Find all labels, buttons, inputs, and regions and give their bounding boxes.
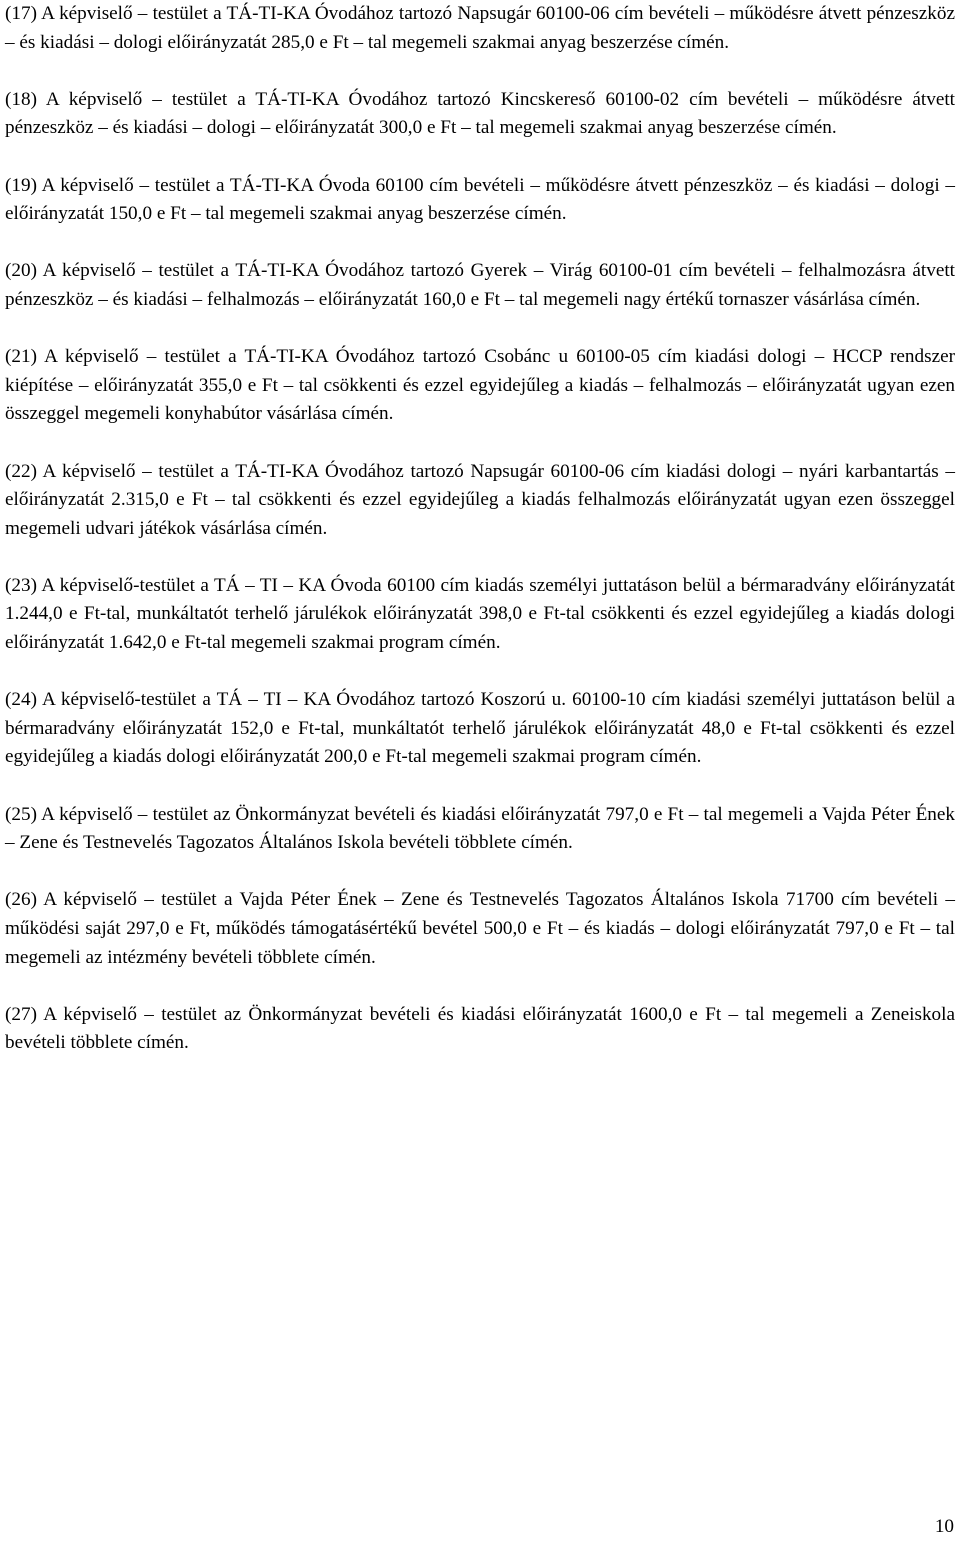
paragraph-22: (22) A képviselő – testület a TÁ-TI-KA Óvodához tartozó Napsugár 60100-06 cím kiadási dologi – nyári karbantartás – előirányzatát 2.315,0 e Ft – tal csökkenti és ezzel egyidejűleg a kiadás felhalmozás előirányzatát ugyan ezen összeggel megemeli udvari játékok vásárlása címén.	[5, 460, 955, 539]
paragraph-27: (27) A képviselő – testület az Önkormányzat bevételi és kiadási előirányzatát 1600,0 e Ft – tal megemeli a Zeneiskola bevételi többlete címén.	[5, 1003, 955, 1054]
page-number: 10	[934, 1516, 954, 1537]
paragraph-21: (21) A képviselő – testület a TÁ-TI-KA Óvodához tartozó Csobánc u 60100-05 cím kiadási dologi – HCCP rendszer kiépítése – előirányzatát 355,0 e Ft – tal csökkenti és ezzel egyidejűleg a kiadás – felhalmozás – előirányzatát ugyan ezen összeggel megemeli konyhabútor vásárlása címén.	[5, 346, 955, 425]
paragraph-26: (26) A képviselő – testület a Vajda Péter Ének – Zene és Testnevelés Tagozatos Általános Iskola 71700 cím bevételi – működési saját 297,0 e Ft, működés támogatásértékű bevétel 500,0 e Ft – és kiadás – dologi előirányzatát 797,0 e Ft – tal megemeli az intézmény bevételi többlete címén.	[5, 889, 955, 968]
paragraph-19: (19) A képviselő – testület a TÁ-TI-KA Óvoda 60100 cím bevételi – működésre átvett pénzeszköz – és kiadási – dologi – előirányzatát 150,0 e Ft – tal megemeli szakmai anyag beszerzése címén.	[5, 174, 955, 225]
paragraph-18: (18) A képviselő – testület a TÁ-TI-KA Óvodához tartozó Kincskereső 60100-02 cím bevételi – működésre átvett pénzeszköz – és kiadási – dologi – előirányzatát 300,0 e Ft – tal megemeli szakmai anyag beszerzése címén.	[5, 88, 955, 139]
paragraph-17: (17) A képviselő – testület a TÁ-TI-KA Óvodához tartozó Napsugár 60100-06 cím bevételi – működésre átvett pénzeszköz – és kiadási – dologi előirányzatát 285,0 e Ft – tal megemeli szakmai anyag beszerzése címén.	[5, 3, 955, 53]
paragraph-20: (20) A képviselő – testület a TÁ-TI-KA Óvodához tartozó Gyerek – Virág 60100-01 cím bevételi – felhalmozásra átvett pénzeszköz – és kiadási – felhalmozás – előirányzatát 160,0 e Ft – tal megemeli nagy értékű tornaszer vásárlása címén.	[5, 260, 955, 310]
paragraph-24: (24) A képviselő-testület a TÁ – TI – KA Óvodához tartozó Koszorú u. 60100-10 cím kiadási személyi juttatáson belül a bérmaradvány előirányzatát 152,0 e Ft-tal, munkáltatót terhelő járulékok előirányzatát 48,0 e Ft-tal csökkenti és ezzel egyidejűleg a kiadás dologi előirányzatát 200,0 e Ft-tal megemeli szakmai program címén.	[5, 689, 955, 768]
paragraph-23: (23) A képviselő-testület a TÁ – TI – KA Óvoda 60100 cím kiadás személyi juttatáson belül a bérmaradvány előirányzatát 1.244,0 e Ft-tal, munkáltatót terhelő járulékok előirányzatát 398,0 e Ft-tal csökkenti és ezzel egyidejűleg a kiadás dologi előirányzatát 1.642,0 e Ft-tal megemeli szakmai program címén.	[5, 574, 955, 654]
paragraph-25: (25) A képviselő – testület az Önkormányzat bevételi és kiadási előirányzatát 797,0 e Ft – tal megemeli a Vajda Péter Ének – Zene és Testnevelés Tagozatos Általános Iskola bevételi többlete címén.	[5, 803, 955, 854]
document-body	[5, 0, 955, 1087]
